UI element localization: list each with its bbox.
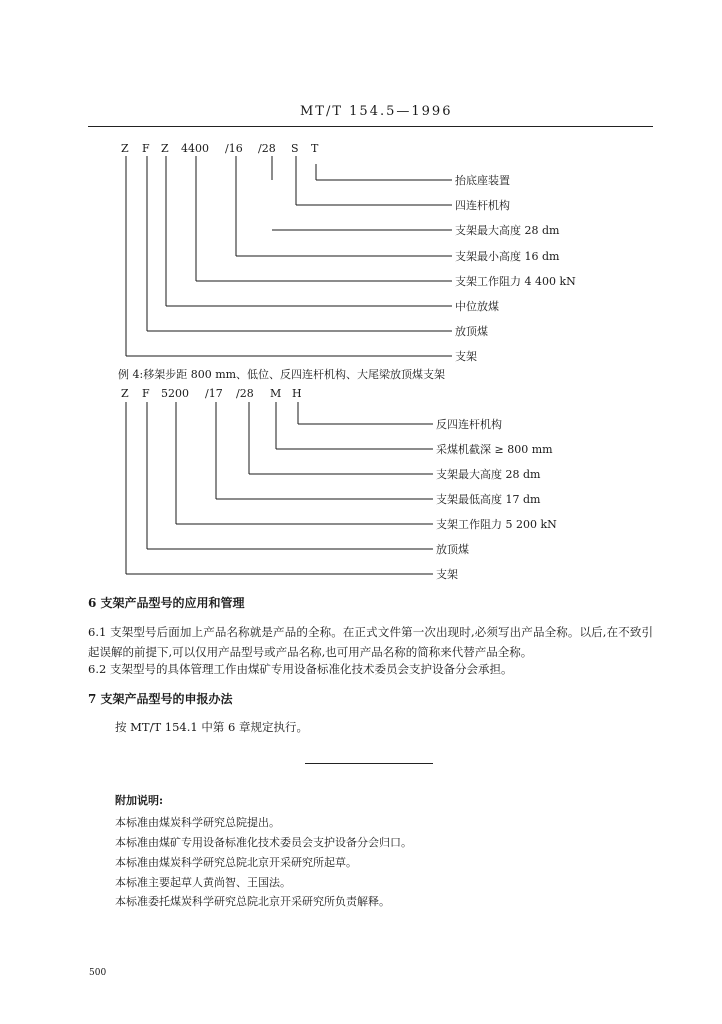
label-resistance: 支架工作阻力 4 400 kN [455, 275, 576, 288]
code-char: F [142, 142, 150, 155]
label-min-height: 支架最低高度 17 dm [436, 493, 541, 506]
note-line: 本标准主要起草人黄尚智、王国法。 [115, 876, 291, 889]
code-char: 5200 [161, 387, 189, 400]
label-max-height: 支架最大高度 28 dm [455, 224, 560, 237]
code-char: F [142, 387, 150, 400]
note-line: 本标准由煤炭科学研究总院北京开采研究所起草。 [115, 856, 357, 869]
label-lift-base: 抬底座装置 [455, 174, 510, 187]
label-support: 支架 [436, 568, 458, 581]
label-middle-caving: 中位放煤 [455, 300, 499, 313]
note-line: 本标准由煤炭科学研究总院提出。 [115, 816, 280, 829]
example4-labels [436, 417, 557, 581]
example3-code [121, 142, 319, 155]
label-max-height: 支架最大高度 28 dm [436, 468, 541, 481]
section6-paragraph2: 6.2 支架型号的具体管理工作由煤矿专用设备标准化技术委员会支护设备分会承担。 [88, 662, 513, 676]
standard-code-header: MT/T 154.5—1996 [300, 104, 453, 119]
label-min-height: 支架最小高度 16 dm [455, 250, 560, 263]
code-char: Z [161, 142, 169, 155]
label-top-caving: 放顶煤 [455, 325, 488, 338]
label-support: 支架 [455, 350, 477, 363]
section6-paragraph1: 6.1 支架型号后面加上产品名称就是产品的全称。在正式文件第一次出现时,必须写出产品全称。以后,在不致引起误解的前提下,可以仅用产品型号或产品名称,也可用产品名称的简称来代替产品全称。 [88, 625, 653, 659]
example4-leader-lines [126, 402, 433, 574]
code-char: /28 [236, 387, 254, 400]
code-char: /28 [258, 142, 276, 155]
code-char: M [270, 387, 282, 400]
note-line: 本标准委托煤炭科学研究总院北京开采研究所负责解释。 [115, 895, 390, 908]
label-reverse-four-bar: 反四连杆机构 [436, 418, 502, 431]
code-char: H [292, 387, 302, 400]
label-cutting-depth: 采煤机截深 ≥ 800 mm [436, 443, 553, 456]
label-four-bar: 四连杆机构 [455, 199, 510, 212]
notes-title: 附加说明: [115, 794, 164, 807]
code-char: T [311, 142, 319, 155]
code-char: /17 [205, 387, 223, 400]
label-resistance: 支架工作阻力 5 200 kN [436, 518, 557, 531]
code-char: Z [121, 387, 129, 400]
separator-rule [305, 763, 433, 764]
section7-heading: 7 支架产品型号的申报办法 [88, 692, 233, 706]
code-char: Z [121, 142, 129, 155]
example3-labels [455, 173, 576, 363]
example3-leader-lines [126, 156, 452, 356]
code-char: 4400 [181, 142, 209, 155]
label-top-caving: 放顶煤 [436, 543, 469, 556]
code-char: S [291, 142, 299, 155]
page-number: 500 [89, 968, 107, 978]
section6-heading: 6 支架产品型号的应用和管理 [88, 596, 245, 610]
note-line: 本标准由煤矿专用设备标准化技术委员会支护设备分会归口。 [115, 836, 412, 849]
example4-title: 例 4:移架步距 800 mm、低位、反四连杆机构、大尾梁放顶煤支架 [118, 368, 446, 381]
section7-paragraph: 按 MT/T 154.1 中第 6 章规定执行。 [115, 720, 309, 734]
example4-code [121, 387, 302, 400]
code-char: /16 [225, 142, 243, 155]
